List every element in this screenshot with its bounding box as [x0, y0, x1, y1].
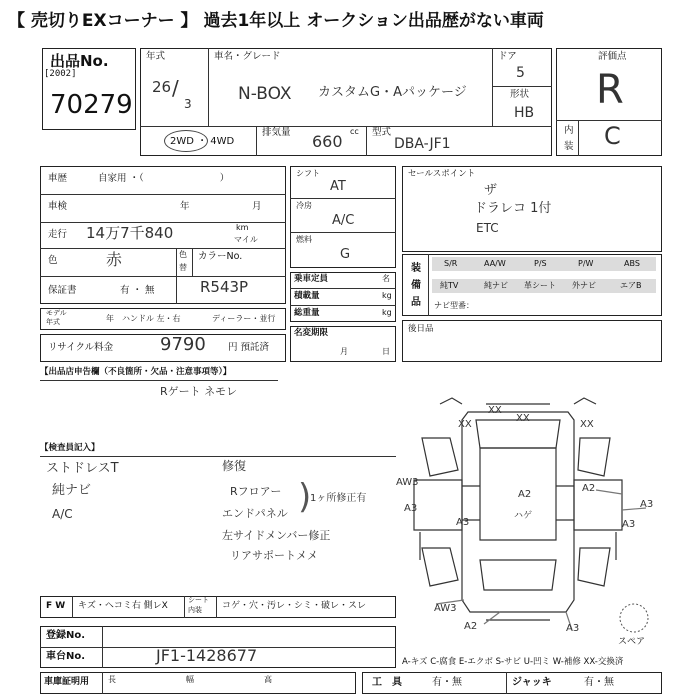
- usage-label: 車歴: [48, 173, 68, 184]
- owner-change-label: 名変期限: [294, 328, 329, 338]
- defects-seat-2: 内装: [188, 606, 202, 614]
- interior-value: C: [604, 122, 621, 150]
- diagram-mark-2: XX: [488, 405, 502, 416]
- car-name-value: N-BOX: [238, 84, 292, 104]
- seller-notes-text: Rゲート ネモレ: [160, 385, 238, 398]
- diagram-mark-15: A3: [566, 623, 580, 634]
- equip-ps: P/S: [534, 259, 547, 268]
- inspector-right-3: エンドパネル: [222, 507, 288, 520]
- defect-legend: A-キズ C-腐食 E-エクボ S-サビ U-凹ミ W-補修 XX-交換済: [402, 657, 624, 667]
- weight-unit: kg: [382, 308, 392, 317]
- inspector-right-1: 修復: [222, 459, 247, 473]
- inspection-label: 車検: [48, 201, 68, 212]
- equip-nav: 純ナビ: [484, 281, 508, 290]
- diagram-mark-7: A2: [518, 489, 532, 500]
- mileage-label: 走行: [48, 229, 68, 240]
- inspection-year: 年: [180, 201, 190, 212]
- year-label: 年式: [146, 51, 166, 62]
- interior-label-2: 装: [564, 141, 574, 152]
- diagram-mark-13: AW3: [434, 603, 457, 614]
- steering: ハンドル 左・右: [122, 314, 181, 323]
- equip-aaw: AA/W: [484, 259, 506, 268]
- tools-value: 有・無: [432, 677, 462, 688]
- lot-number: 70279: [50, 90, 133, 120]
- displacement-label: 排気量: [262, 127, 291, 138]
- diagram-mark-14: A2: [464, 621, 478, 632]
- inspector-bracket-note: 1ヶ所修正有: [310, 493, 367, 504]
- equipment-side-2: 備: [411, 280, 421, 291]
- defects-seat-1: シート: [188, 596, 209, 604]
- model-year-label-1: モデル: [46, 309, 67, 317]
- inspection-month: 月: [252, 201, 262, 212]
- load-label: 積載量: [294, 291, 320, 301]
- shape-value: HB: [514, 105, 535, 121]
- sales-point-3: ETC: [476, 221, 499, 235]
- inspector-label: 【検査員記入】: [40, 443, 100, 453]
- diagram-mark-10: A3: [456, 517, 470, 528]
- header-title: 【 売切りEXコーナー 】 過去1年以上 オークション出品歴がない車両: [8, 11, 544, 31]
- mileage-unit-mile: マイル: [234, 235, 258, 244]
- model-year-unit: 年: [106, 314, 114, 323]
- color-value: 赤: [106, 250, 123, 269]
- equip-airbag: エアB: [620, 281, 642, 290]
- cert-width: 幅: [186, 675, 194, 684]
- door-value: 5: [516, 65, 525, 81]
- lot-label: 出品No.: [50, 52, 109, 70]
- warranty-value: 有 ・ 無: [120, 285, 155, 296]
- equip-tv: 純TV: [440, 281, 459, 290]
- registration-label: 登録No.: [46, 630, 86, 641]
- recycle-label: リサイクル料金: [48, 342, 114, 353]
- lot-year-stamp: [2002]: [44, 69, 77, 79]
- capacity-label: 乗車定員: [294, 274, 329, 284]
- cert-height: 高: [264, 675, 272, 684]
- inspector-left-2: 純ナビ: [52, 483, 92, 498]
- weight-label: 総重量: [294, 308, 320, 318]
- diagram-mark-9: A3: [640, 499, 654, 510]
- color-no-label: カラーNo.: [198, 251, 243, 262]
- sales-point-2: ドラレコ 1付: [474, 201, 552, 216]
- car-grade-value: カスタムG・Aパッケージ: [318, 85, 467, 100]
- displacement-value: 660: [312, 132, 343, 151]
- nav-model-label: ナビ型番：: [434, 301, 474, 310]
- capacity-unit: 名: [382, 274, 390, 283]
- shift-label: シフト: [296, 169, 320, 178]
- equipment-side-1: 装: [411, 263, 421, 274]
- displacement-unit: cc: [350, 127, 359, 136]
- color-change-2: 替: [179, 263, 187, 272]
- sales-points-label: セールスポイント: [408, 169, 476, 179]
- fuel-value: G: [340, 247, 351, 262]
- car-name-label: 車名・グレード: [214, 51, 281, 62]
- sales-point-1: ザ: [484, 183, 498, 198]
- mileage-unit-km: km: [236, 223, 249, 232]
- equip-ext-nav: 外ナビ: [572, 281, 596, 290]
- diagram-mark-4: XX: [580, 419, 594, 430]
- model-year-label-2: 年式: [46, 318, 60, 326]
- rating-value: R: [596, 67, 624, 113]
- equip-sr: S/R: [444, 259, 458, 268]
- shape-label: 形状: [510, 89, 530, 100]
- inspector-right-4: 左サイドメンバー修正: [222, 529, 331, 542]
- defects-interior: コゲ・穴・汚レ・シミ・破レ・スレ: [222, 601, 367, 611]
- color-no-value: R543P: [200, 278, 249, 296]
- mileage-value: 14万7千840: [86, 224, 174, 242]
- drive-type: 2WD ・ 4WD: [170, 136, 235, 147]
- inspector-left-3: A/C: [52, 507, 73, 521]
- month-value: 3: [184, 97, 192, 111]
- dealer: ディーラー・並行: [212, 314, 276, 323]
- defects-exterior: キズ・ヘコミ右 側レX: [78, 601, 168, 611]
- diagram-mark-1: XX: [458, 419, 472, 430]
- spare-label: スペア: [618, 637, 646, 647]
- recycle-value: 9790: [160, 334, 206, 355]
- warranty-label: 保証書: [48, 285, 77, 296]
- later-parts-label: 後日品: [408, 324, 434, 334]
- jack-value: 有・無: [584, 677, 614, 688]
- seller-notes-label: 【出品店申告欄（不良箇所・欠品・注意事項等）】: [40, 367, 232, 377]
- inspector-right-5: リアサポートメメ: [230, 549, 318, 562]
- color-label: 色: [48, 255, 58, 266]
- chassis-value: JF1-1428677: [156, 646, 258, 665]
- cert-label: 車庫証明用: [44, 677, 90, 687]
- fw-label: F W: [46, 601, 66, 611]
- owner-change-day: 日: [382, 347, 390, 356]
- ac-value: A/C: [332, 213, 355, 228]
- diagram-mark-3: XX: [516, 413, 530, 424]
- diagram-mark-6: A3: [404, 503, 418, 514]
- cert-length: 長: [108, 675, 116, 684]
- door-label: ドア: [498, 51, 517, 62]
- fuel-label: 燃料: [296, 235, 312, 244]
- jack-label: ジャッキ: [512, 677, 552, 688]
- owner-change-month: 月: [340, 347, 348, 356]
- inspector-left-1: ストドレスT: [46, 461, 119, 476]
- equipment-side-3: 品: [411, 297, 421, 308]
- color-change-1: 色: [179, 250, 187, 259]
- model-label: 型式: [372, 127, 392, 138]
- chassis-label: 車台No.: [46, 651, 86, 662]
- interior-label-1: 内: [564, 125, 574, 136]
- load-unit: kg: [382, 291, 392, 300]
- equip-pw: P/W: [578, 259, 594, 268]
- diagram-mark-12: A3: [622, 519, 636, 530]
- shift-value: AT: [330, 179, 346, 194]
- recycle-unit: 円 預託済: [228, 342, 270, 353]
- model-value: DBA-JF1: [394, 136, 451, 152]
- diagram-mark-5: AW3: [396, 477, 419, 488]
- year-value: 26: [152, 78, 172, 96]
- diagram-mark-8: A2: [582, 483, 596, 494]
- inspector-right-2: Rフロアー: [230, 485, 282, 498]
- usage-value: 自家用 ・（ ）: [98, 173, 230, 184]
- diagram-mark-11: ハゲ: [514, 511, 533, 521]
- equip-leather: 革シート: [524, 281, 556, 290]
- equip-abs: ABS: [624, 259, 640, 268]
- rating-label: 評価点: [598, 51, 627, 62]
- ac-label: 冷房: [296, 201, 312, 210]
- tools-label: 工 具: [372, 677, 402, 688]
